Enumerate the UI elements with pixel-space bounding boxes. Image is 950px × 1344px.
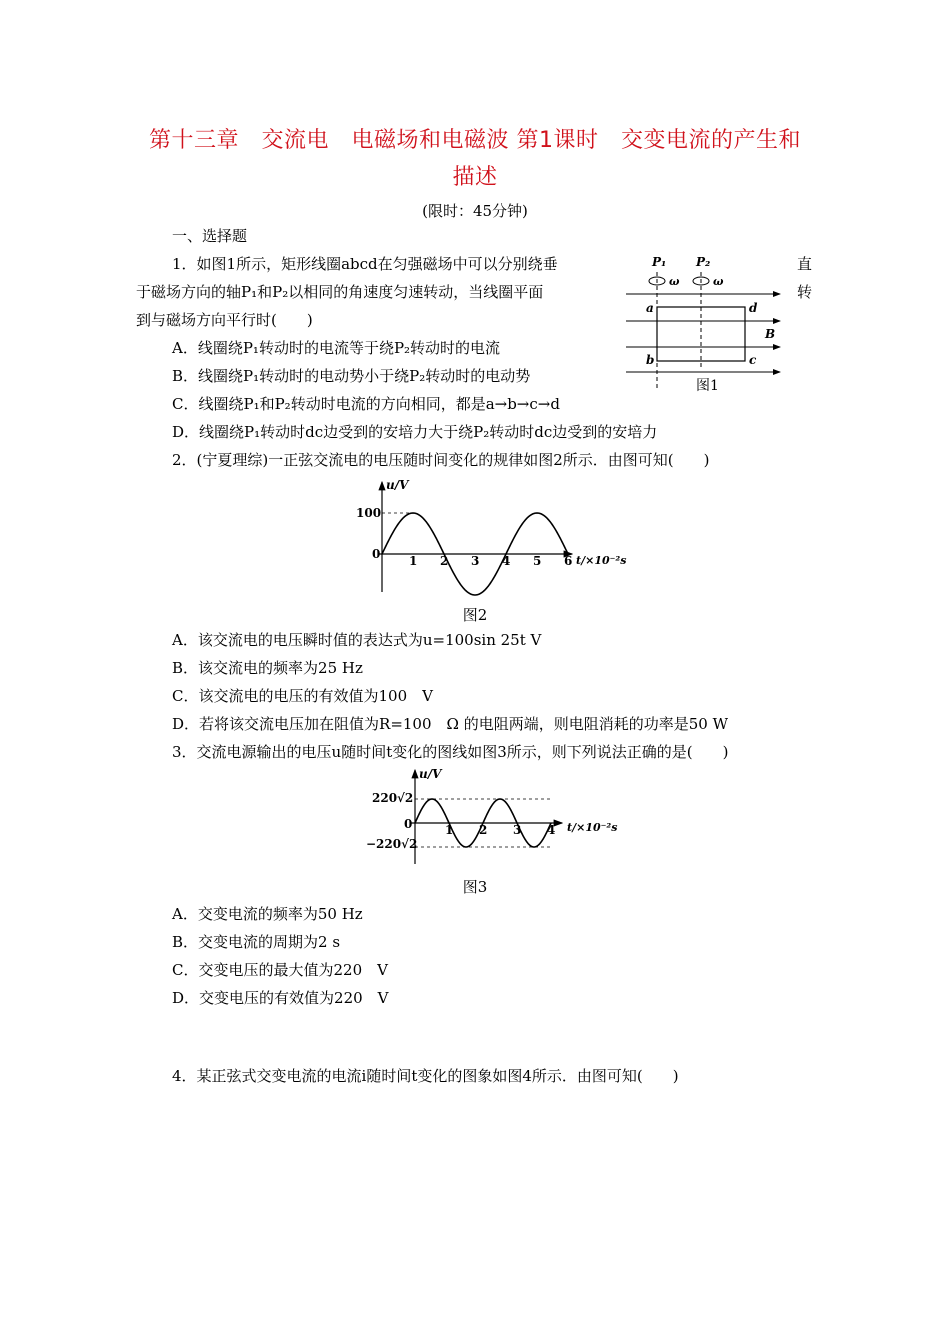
label-d: d <box>749 301 758 315</box>
q2-stem: 2．(宁夏理综)一正弦交流电的电压随时间变化的规律如图2所示．由图可知( ) <box>172 451 710 469</box>
time-limit: (限时：45分钟) <box>422 202 528 220</box>
label-p2: P₂ <box>696 255 711 269</box>
q3-option-c: C．交变电压的最大值为220 V <box>172 961 388 979</box>
x-tick-1: 1 <box>445 823 454 837</box>
section-heading: 一、选择题 <box>172 227 248 245</box>
x-axis-label: t/×10⁻²s <box>576 554 627 567</box>
q1-line1: 1．如图1所示，矩形线圈abcd在匀强磁场中可以分别绕垂 <box>172 255 558 273</box>
label-field-b: B <box>765 327 776 341</box>
x-tick-2: 2 <box>440 554 449 568</box>
q1-line1-end: 直 <box>797 255 813 273</box>
x-tick-4: 4 <box>547 823 556 837</box>
q3-option-b: B．交变电流的周期为2 s <box>172 933 341 951</box>
q2-option-b: B．该交流电的频率为25 Hz <box>172 659 363 677</box>
q1-line2-end: 转 <box>797 283 813 301</box>
q4-stem: 4．某正弦式交变电流的电流i随时间t变化的图象如图4所示．由图可知( ) <box>172 1067 679 1085</box>
x-tick-6: 6 <box>564 554 573 568</box>
x-tick-3: 3 <box>513 823 522 837</box>
y-axis-label: u/V <box>419 767 442 781</box>
label-a: a <box>646 301 654 315</box>
figure-1 <box>620 250 790 395</box>
label-omega-1: ω <box>669 275 680 288</box>
figure-2-caption: 图2 <box>462 606 488 624</box>
q1-option-b: B．线圈绕P₁转动时的电动势小于绕P₂转动时的电动势 <box>172 367 531 385</box>
q3-stem: 3．交流电源输出的电压u随时间t变化的图线如图3所示，则下列说法正确的是( ) <box>172 743 729 761</box>
label-p1: P₁ <box>652 255 667 269</box>
x-axis-label: t/×10⁻²s <box>567 821 618 834</box>
q1-option-c: C．线圈绕P₁和P₂转动时电流的方向相同，都是a→b→c→d <box>172 395 560 413</box>
figure-1-caption: 图1 <box>696 378 719 394</box>
origin-label: 0 <box>372 547 381 561</box>
q1-line2: 于磁场方向的轴P₁和P₂以相同的角速度匀速转动，当线圈平面 <box>136 283 544 301</box>
label-b: b <box>646 353 655 367</box>
label-c: c <box>749 353 757 367</box>
x-tick-4: 4 <box>502 554 511 568</box>
figure-2-chart <box>340 476 640 596</box>
x-tick-1: 1 <box>409 554 418 568</box>
q2-option-d: D．若将该交流电压加在阻值为R=100 Ω 的电阻两端，则电阻消耗的功率是50 W <box>172 715 728 733</box>
q1-option-a: A．线圈绕P₁转动时的电流等于绕P₂转动时的电流 <box>172 339 501 357</box>
y-tick-100: 100 <box>356 506 382 520</box>
y-tick-min: −220√2 <box>366 837 418 851</box>
q1-option-d: D．线圈绕P₁转动时dc边受到的安培力大于绕P₂转动时dc边受到的安培力 <box>172 423 658 441</box>
label-omega-2: ω <box>713 275 724 288</box>
q2-option-a: A．该交流电的电压瞬时值的表达式为u=100sin 25t V <box>172 631 542 649</box>
page-title-line2: 描述 <box>452 165 498 190</box>
page-title-line1: 第十三章 交流电 电磁场和电磁波 第1课时 交变电流的产生和 <box>149 128 801 153</box>
figure-3-chart <box>360 766 630 868</box>
q3-option-a: A．交变电流的频率为50 Hz <box>172 905 363 923</box>
origin-label: 0 <box>404 817 413 831</box>
x-tick-3: 3 <box>471 554 480 568</box>
q2-option-c: C．该交流电的电压的有效值为100 V <box>172 687 433 705</box>
q3-option-d: D．交变电压的有效值为220 V <box>172 989 389 1007</box>
y-tick-max: 220√2 <box>372 791 414 805</box>
x-tick-5: 5 <box>533 554 542 568</box>
x-tick-2: 2 <box>479 823 488 837</box>
q1-line3: 到与磁场方向平行时( ) <box>136 311 313 329</box>
figure-3-caption: 图3 <box>462 878 488 896</box>
y-axis-label: u/V <box>386 478 409 492</box>
